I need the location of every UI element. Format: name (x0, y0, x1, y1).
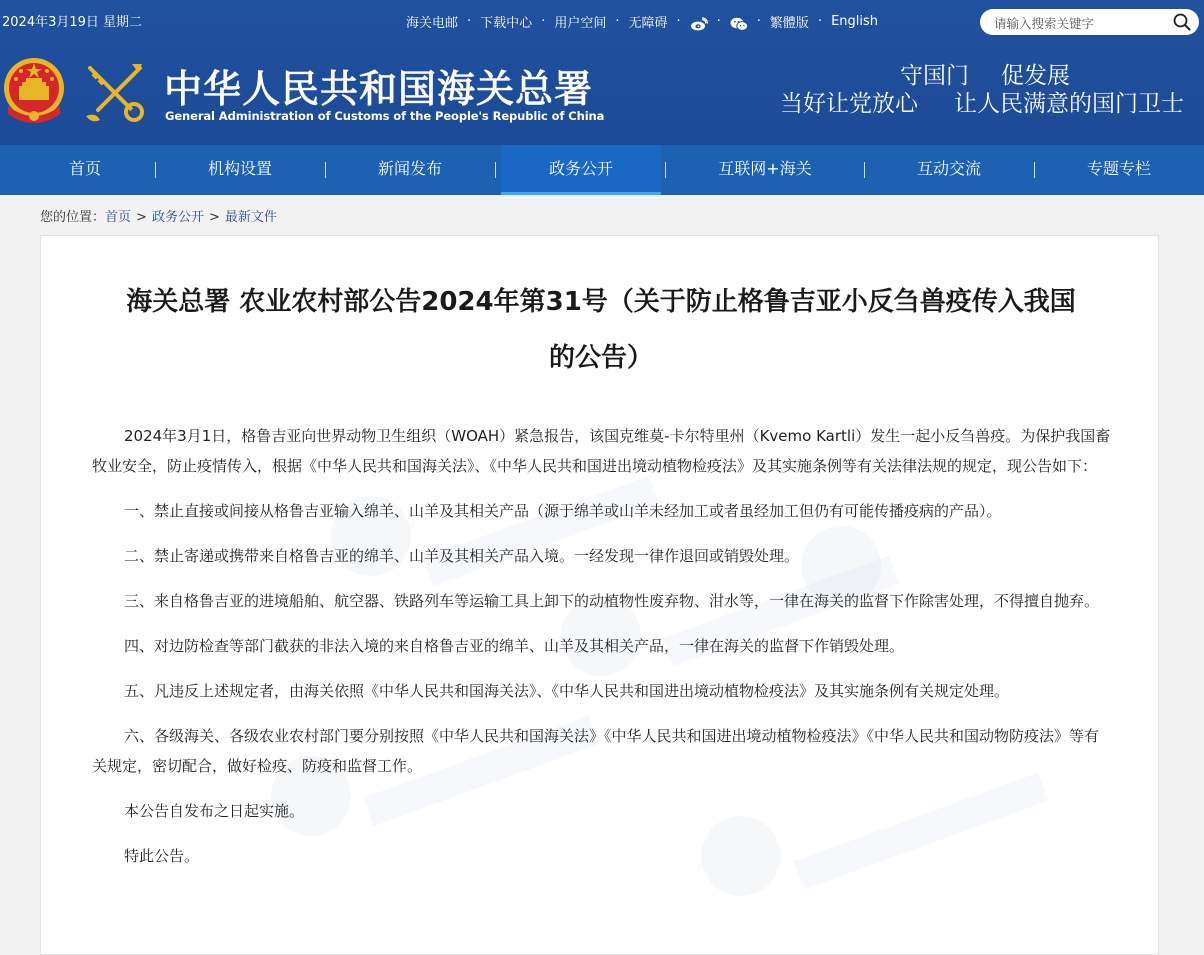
link-accessibility[interactable]: 无障碍 (628, 16, 668, 31)
link-traditional-chinese[interactable]: 繁體版 (769, 16, 809, 31)
slogan-text: 守国门 (900, 63, 969, 89)
slogan-line2 (780, 85, 1184, 118)
breadcrumb (40, 206, 277, 225)
article-paragraph: 本公告自发布之日起实施。 (124, 802, 305, 820)
link-user-space[interactable]: 用户空间 (554, 16, 607, 31)
separator-dot: · (676, 14, 681, 29)
link-email[interactable]: 海关电邮 (406, 16, 459, 31)
search-box (980, 9, 1199, 35)
article-paragraph: 2024年3月1日，格鲁吉亚向世界动物卫生组织（WOAH）紧急报告，该国克维莫-卡尔特里州（Kvemo Kartli）发生一起小反刍兽疫。为保护我国畜牧业安全，防止疫情传入，根据《中华人民共和国海关法》、《中华人民共和国进出境动植物检疫法》及其实施条例等有关法律法规的规定，现公告如下： (92, 427, 1111, 475)
site-title: 中华人民共和国海关总署 (164, 66, 594, 111)
current-date: 2024年3月19日 星期二 (2, 15, 143, 30)
separator-dot: · (467, 14, 472, 29)
main-nav (0, 145, 1204, 195)
slogan-text: 促发展 (1001, 63, 1070, 89)
link-download-center[interactable]: 下载中心 (480, 16, 533, 31)
top-links (406, 12, 878, 31)
breadcrumb-government-affairs[interactable]: 政务公开 (151, 210, 204, 225)
site-subtitle: General Administration of Customs of the People's Republic of China (165, 109, 605, 123)
article-body (92, 421, 1112, 886)
search-input[interactable] (992, 12, 1156, 34)
link-english[interactable]: English (831, 14, 879, 29)
customs-logo-icon (82, 60, 148, 126)
article-title-line: 海关总署 农业农村部公告2024年第31号（关于防止格鲁吉亚小反刍兽疫传入我国 (126, 287, 1076, 317)
slogan-text: 让人民满意的国门卫士 (954, 91, 1184, 117)
search-icon[interactable] (1173, 13, 1191, 31)
article-paragraph: 三、来自格鲁吉亚的进境船舶、航空器、铁路列车等运输工具上卸下的动植物性废弃物、泔水等，一律在海关的监督下作除害处理，不得擅自抛弃。 (124, 592, 1100, 610)
article-paragraph: 六、各级海关、各级农业农村部门要分别按照《中华人民共和国海关法》《中华人民共和国进出境动植物检疫法》《中华人民共和国动物防疫法》等有关规定，密切配合，做好检疫、防疫和监督工作。 (92, 727, 1100, 775)
nav-internet-customs[interactable]: 互联网+海关 (718, 159, 812, 178)
separator-dot: · (615, 14, 620, 29)
separator-dot: · (756, 14, 761, 29)
breadcrumb-latest-files[interactable]: 最新文件 (224, 210, 277, 225)
slogan-text: 当好让党放心 (780, 91, 918, 117)
separator-dot: · (817, 14, 823, 29)
nav-news[interactable]: 新闻发布 (377, 159, 442, 178)
article-paragraph: 二、禁止寄递或携带来自格鲁吉亚的绵羊、山羊及其相关产品入境。一经发现一律作退回或销毁处理。 (124, 547, 800, 565)
breadcrumb-separator: > (136, 210, 147, 225)
article-title-line: 的公告） (548, 343, 653, 373)
site-header (0, 0, 1204, 145)
breadcrumb-prefix: 您的位置： (40, 210, 106, 225)
breadcrumb-separator: > (208, 210, 220, 225)
separator-dot: · (541, 14, 546, 29)
article-title (91, 274, 1111, 386)
nav-government-affairs[interactable]: 政务公开 (501, 145, 661, 195)
nav-special-topics[interactable]: 专题专栏 (1086, 159, 1151, 178)
nav-home[interactable]: 首页 (68, 159, 101, 178)
weibo-icon[interactable] (690, 17, 708, 31)
nav-interaction[interactable]: 互动交流 (916, 159, 981, 178)
breadcrumb-home[interactable]: 首页 (105, 210, 132, 225)
national-emblem-icon (2, 56, 66, 128)
nav-separator (495, 162, 496, 178)
article-paragraph: 四、对边防检查等部门截获的非法入境的来自格鲁吉亚的绵羊、山羊及其相关产品，一律在海关的监督下作销毁处理。 (124, 637, 905, 655)
separator-dot: · (716, 14, 721, 29)
wechat-icon[interactable] (730, 17, 748, 31)
article-panel (40, 235, 1159, 955)
article-paragraph: 五、凡违反上述规定者，由海关依照《中华人民共和国海关法》、《中华人民共和国进出境动植物检疫法》及其实施条例有关规定处理。 (124, 682, 1010, 700)
article-paragraph: 一、禁止直接或间接从格鲁吉亚输入绵羊、山羊及其相关产品（源于绵羊或山羊未经加工或者虽经加工但仍有可能传播疫病的产品）。 (124, 502, 1002, 520)
article-paragraph: 特此公告。 (124, 847, 200, 865)
nav-organization[interactable]: 机构设置 (207, 159, 272, 178)
